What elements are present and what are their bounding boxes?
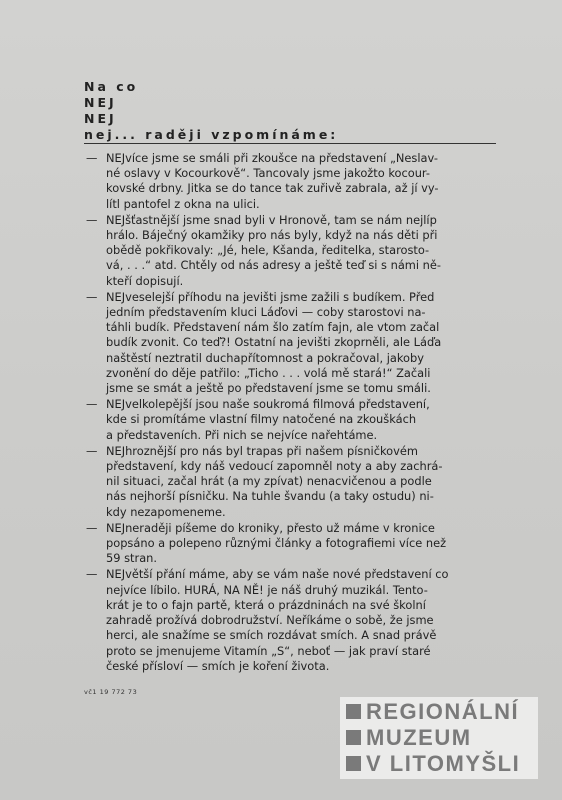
entry-text xyxy=(106,397,506,443)
entry-line: zahradě prožívá dobrodružství. Neříkáme o sobě, že jsme xyxy=(106,613,434,628)
entry-line: a představeních. Při nich se nejvíce nařehtáme. xyxy=(106,427,378,442)
entry-line: krát je to o fajn partě, která o prázdninách na své školní xyxy=(106,597,426,612)
entry-line: jsme se smát a ještě po představení jsme se tomu smáli. xyxy=(106,381,431,396)
entries-list xyxy=(86,151,506,675)
print-code: vč1 19 772 73 xyxy=(84,688,138,696)
entry-line: táhli budík. Představení nám šlo zatím fajn, ale vtom začal xyxy=(106,320,440,335)
entry-line: české přísloví — smích je koření života. xyxy=(106,658,330,673)
entry-line: vá, . . .“ atd. Chtěly od nás adresy a ještě teď si s námi ně- xyxy=(106,258,442,273)
list-item xyxy=(86,213,506,289)
entry-text xyxy=(106,151,506,212)
entry-line: né oslavy v Kocourkově“. Tancovaly jsme jakožto kocour- xyxy=(106,166,431,181)
entry-line: NEJvíce jsme se smáli při zkoušce na představení „Neslav- xyxy=(106,151,439,165)
list-item xyxy=(86,290,506,396)
entry-dash: — xyxy=(86,567,98,582)
stamp-line-2: MUZEUM xyxy=(366,725,472,750)
heading-line-4: nej... raději vzpomínáme: xyxy=(84,127,339,142)
entry-line: NEJveselejší příhodu na jevišti jsme zažili s budíkem. Před xyxy=(106,289,435,304)
entry-line: kteří dopisují. xyxy=(106,273,184,288)
entry-line: popsáno a polepeno různými články a fotografiemi více než xyxy=(106,536,447,551)
entry-line: jedním představením kluci Láďovi — coby starostovi na- xyxy=(106,305,426,320)
stamp-square-icon xyxy=(346,756,361,771)
entry-line: kovské drbny. Jitka se do tance tak zuřivě zabrala, až jí vy- xyxy=(106,181,439,196)
entry-line: naštěstí neztratil duchapřítomnost a pokračoval, jakoby xyxy=(106,350,424,365)
entry-text xyxy=(106,213,506,289)
entry-line: NEJšťastnější jsme snad byli v Hronově, tam se nám nejlíp xyxy=(106,212,437,227)
list-item xyxy=(86,521,506,567)
entry-line: 59 stran. xyxy=(106,551,158,566)
stamp-line-3: V LITOMYŠLI xyxy=(366,751,521,776)
entry-line: nil situaci, začal hrát (a my zpívat) nenacvičenou a podle xyxy=(106,474,432,489)
entry-dash: — xyxy=(86,151,98,165)
list-item xyxy=(86,444,506,520)
entry-dash: — xyxy=(86,443,98,458)
entry-line: nás nejhorší písničku. Na tuhle švandu (a taky ostudu) ni- xyxy=(106,489,434,504)
entry-dash: — xyxy=(86,289,98,304)
list-item xyxy=(86,397,506,443)
entry-line: kde si promítáme vlastní filmy natočené na zkouškách xyxy=(106,412,417,427)
entry-line: lítl pantofel z okna na ulici. xyxy=(106,196,260,211)
stamp-square-icon xyxy=(346,730,361,745)
heading-rule xyxy=(84,143,496,144)
entry-line: NEJvětší přání máme, aby se vám naše nové představení co xyxy=(106,567,449,582)
heading-line-2: NEJ xyxy=(84,95,117,110)
stamp-square-icon xyxy=(346,704,361,719)
entry-line: proto se jmenujeme Vitamín „S“, neboť — jak praví staré xyxy=(106,643,431,658)
entry-line: představení, kdy náš vedoucí zapomněl noty a aby zachrá- xyxy=(106,459,443,474)
entry-line: NEJneraději píšeme do kroniky, přesto už máme v kronice xyxy=(106,520,435,535)
stamp-line-1: REGIONÁLNÍ xyxy=(366,699,520,724)
entry-line: kdy nezapomeneme. xyxy=(106,504,226,519)
entry-line: nejvíce líbilo. HURÁ, NA NĚ! je náš druhý muzikál. Tento- xyxy=(106,582,428,597)
entry-text xyxy=(106,567,506,673)
entry-text xyxy=(106,444,506,520)
entry-dash: — xyxy=(86,520,98,535)
entry-line: obědě pokřikovaly: „Jé, hele, Kšanda, ředitelka, starosto- xyxy=(106,243,430,258)
museum-stamp xyxy=(340,697,538,779)
entry-line: budík zvonit. Co teď?! Ostatní na jevišti zkoprněli, ale Láďa xyxy=(106,335,442,350)
list-item xyxy=(86,151,506,212)
heading xyxy=(84,79,338,143)
entry-line: NEJvelkolepější jsou naše soukromá filmová představení, xyxy=(106,397,430,412)
entry-text xyxy=(106,521,506,567)
entry-text xyxy=(106,290,506,396)
entry-dash: — xyxy=(86,212,98,227)
entry-line: herci, ale snažíme se smích rozdávat smích. A snad právě xyxy=(106,628,437,643)
heading-line-1: Na co xyxy=(84,79,139,94)
entry-dash: — xyxy=(86,397,98,412)
entry-line: zvonění do děje patřilo: „Ticho . . . volá mě stará!“ Začali xyxy=(106,365,431,380)
heading-line-3: NEJ xyxy=(84,111,117,126)
entry-line: hrálo. Báječný okamžiky pro nás byly, když na nás děti při xyxy=(106,228,438,243)
entry-line: NEJhroznější pro nás byl trapas při našem písničkovém xyxy=(106,443,418,458)
list-item xyxy=(86,567,506,673)
